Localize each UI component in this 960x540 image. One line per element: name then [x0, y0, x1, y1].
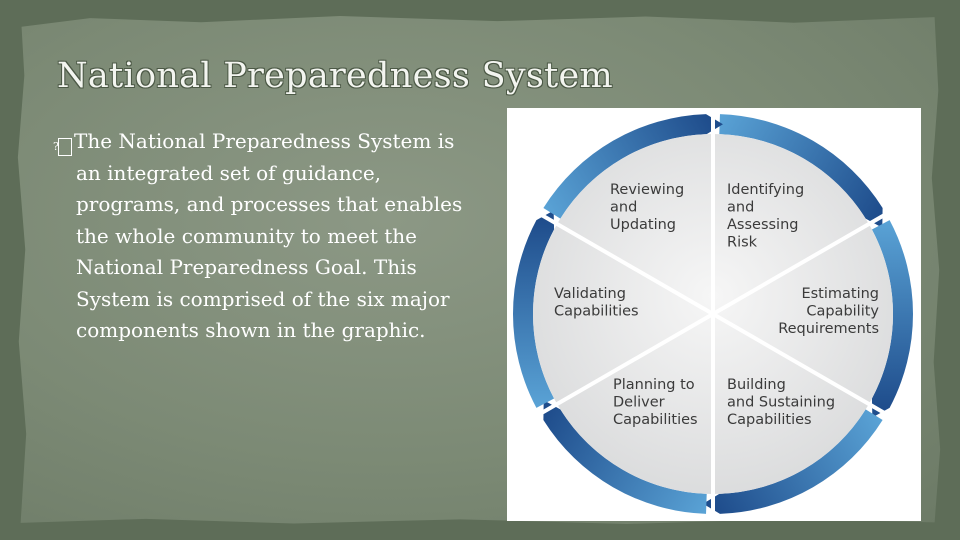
- label-line: and: [610, 199, 638, 216]
- bullet-paragraph: [53, 126, 478, 347]
- body-paragraph-block: [53, 126, 478, 347]
- label-line: Updating: [610, 217, 677, 233]
- label-line: Assessing: [727, 217, 799, 233]
- label-line: Capabilities: [613, 412, 698, 428]
- label-line: Reviewing: [610, 182, 685, 198]
- label-line: Validating: [554, 286, 626, 302]
- label-line: Identifying: [727, 182, 805, 198]
- bullet-icon: ?: [58, 138, 72, 156]
- label-line: Capabilities: [727, 412, 812, 428]
- label-line: Planning to: [613, 377, 695, 393]
- label-line: Capability: [806, 303, 879, 320]
- label-line: and: [727, 199, 755, 216]
- preparedness-cycle-graphic: [507, 108, 921, 521]
- label-line: Risk: [727, 234, 758, 251]
- label-line: Building: [727, 377, 786, 393]
- label-line: Estimating: [801, 286, 879, 302]
- slide-title: National Preparedness System: [57, 56, 614, 96]
- label-line: Capabilities: [554, 303, 639, 320]
- label-validating: [554, 286, 639, 320]
- label-line: Deliver: [613, 394, 665, 411]
- label-line: and Sustaining: [727, 394, 836, 411]
- body-text: The National Preparedness System is an integrated set of guidance, programs, and processes that enables the whole community to meet the National Preparedness Goal. This System is comprised of the six major components shown in the graphic.: [74, 129, 463, 342]
- label-line: Requirements: [778, 321, 879, 337]
- cycle-diagram: [507, 108, 921, 521]
